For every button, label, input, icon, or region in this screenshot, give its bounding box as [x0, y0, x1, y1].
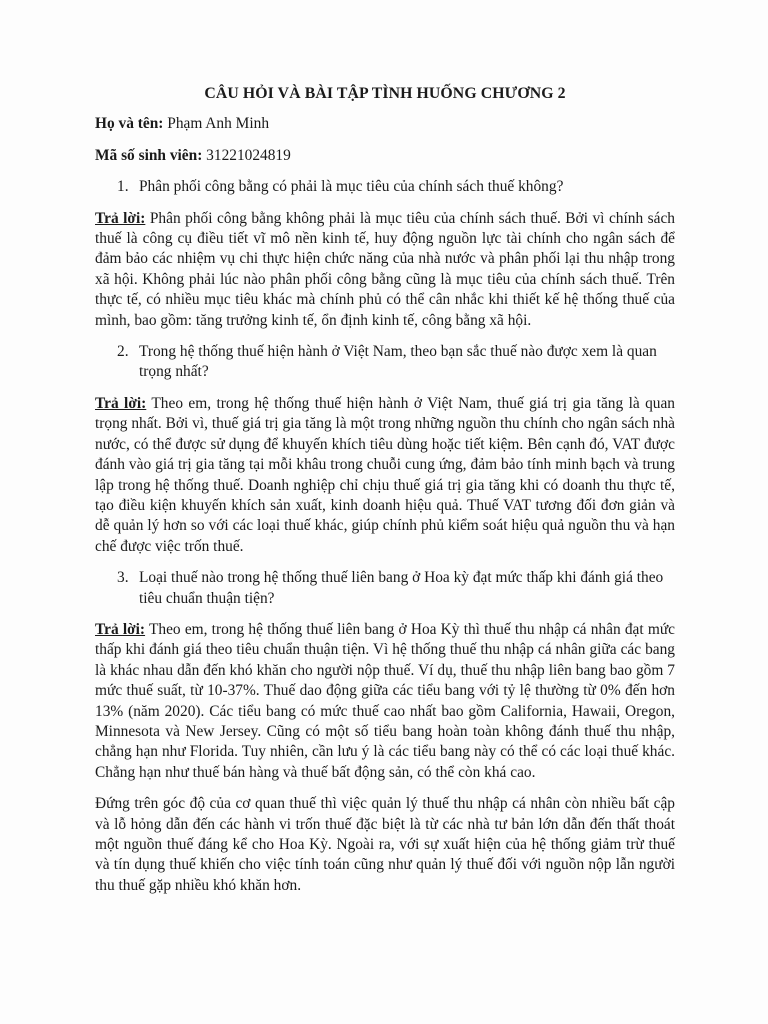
question-1-number: 1.: [117, 178, 129, 196]
question-2-text: Trong hệ thống thuế hiện hành ở Việt Nam, theo bạn sắc thuế nào được xem là quan trọng nhất?: [139, 343, 657, 381]
closing-paragraph: Đứng trên góc độ của cơ quan thuế thì việc quản lý thuế thu nhập cá nhân còn nhiều bất cập và lỗ hỏng dẫn đến các hành vi trốn thuế đặc biệt là từ các nhà tư bản lớn dẫn đến thất thoát một nguồn thuế đáng kể cho Hoa Kỳ. Ngoài ra, với sự xuất hiện của hệ thống giảm trừ thuế và tín dụng thuế khiến cho việc tính toán cũng như quản lý thuế đối với nguồn nộp lẫn người thu thuế gặp nhiều khó khăn hơn.: [95, 795, 675, 894]
answer-2-text: Theo em, trong hệ thống thuế hiện hành ở Việt Nam, thuế giá trị gia tăng là quan trọng nhất. Bởi vì, thuế giá trị gia tăng là một trong những nguồn thu chính cho ngân sách nhà nước, có thể được sử dụng để khuyến khích tiêu dùng hoặc tiết kiệm. Bên cạnh đó, VAT được đánh vào giá trị gia tăng tại mỗi khâu trong chuỗi cung ứng, đảm bảo tính minh bạch và trung lập trong hệ thống thuế. Doanh nghiệp chỉ chịu thuế giá trị gia tăng khi có doanh thu thực tế, tạo điều kiện khuyến khích sản xuất, kinh doanh hiệu quả. Thuế VAT tương đối đơn giản và dễ quản lý hơn so với các loại thuế khác, giúp chính phủ kiểm soát hiệu quả nguồn thu và hạn chế được việc trốn thuế.: [95, 394, 675, 555]
answer-1-text: Phân phối công bằng không phải là mục tiêu của chính sách thuế. Bởi vì chính sách thuế là công cụ điều tiết vĩ mô nền kinh tế, huy động nguồn lực tài chính cho ngân sách để đảm bảo các nhiệm vụ chi thực hiện chức năng của nhà nước và phân phối lại thu nhập trong xã hội. Không phải lúc nào phân phối công bằng cũng là mục tiêu của chính sách thuế. Trên thực tế, có nhiều mục tiêu khác mà chính phủ có thể cân nhắc khi thiết kế hệ thống thuế của mình, bao gồm: tăng trưởng kinh tế, ổn định kinh tế, công bằng xã hội.: [95, 209, 675, 329]
student-id-line: [95, 146, 675, 166]
answer-1-label: Trả lời:: [95, 209, 146, 227]
student-name-value: Phạm Anh Minh: [163, 115, 270, 133]
question-1-text: Phân phối công bằng có phải là mục tiêu của chính sách thuế không?: [139, 178, 564, 196]
question-2: [95, 342, 675, 383]
answer-3: [95, 620, 675, 783]
answer-3-label: Trả lời:: [95, 620, 146, 638]
question-3: [95, 568, 675, 609]
answer-3-text: Theo em, trong hệ thống thuế liên bang ở Hoa Kỳ thì thuế thu nhập cá nhân đạt mức thấp khi đánh giá theo tiêu chuẩn thuận tiện. Vì hệ thống thuế thu nhập cá nhân giữa các bang là khác nhau dẫn đến khó khăn cho người nộp thuế. Ví dụ, thuế thu nhập liên bang bao gồm 7 mức thuế suất, từ 10-37%. Thuế dao động giữa các tiểu bang với tỷ lệ thường từ 0% đến hơn 13% (năm 2020). Các tiểu bang có mức thuế cao nhất bao gồm California, Hawaii, Oregon, Minnesota và New Jersey. Cũng có một số tiểu bang hoàn toàn không đánh thuế thu nhập, chẳng hạn như Florida. Tuy nhiên, cần lưu ý là các tiểu bang này có thể có các loại thuế khác. Chẳng hạn như thuế bán hàng và thuế bất động sản, có thể còn khá cao.: [95, 620, 675, 781]
student-id-label: Mã số sinh viên:: [95, 146, 203, 164]
student-id-value: 31221024819: [202, 146, 291, 164]
answer-1: [95, 209, 675, 331]
answer-2: [95, 394, 675, 557]
student-name-line: [95, 114, 675, 134]
answer-2-label: Trả lời:: [95, 394, 147, 412]
question-2-number: 2.: [117, 343, 129, 361]
question-3-number: 3.: [117, 569, 129, 587]
question-1: [95, 177, 675, 197]
question-3-text: Loại thuế nào trong hệ thống thuế liên bang ở Hoa kỳ đạt mức thấp khi đánh giá theo tiêu chuẩn thuận tiện?: [139, 569, 664, 607]
student-name-label: Họ và tên:: [95, 115, 164, 133]
document-title: CÂU HỎI VÀ BÀI TẬP TÌNH HUỐNG CHƯƠNG 2: [204, 85, 566, 102]
document-content: [95, 84, 675, 896]
